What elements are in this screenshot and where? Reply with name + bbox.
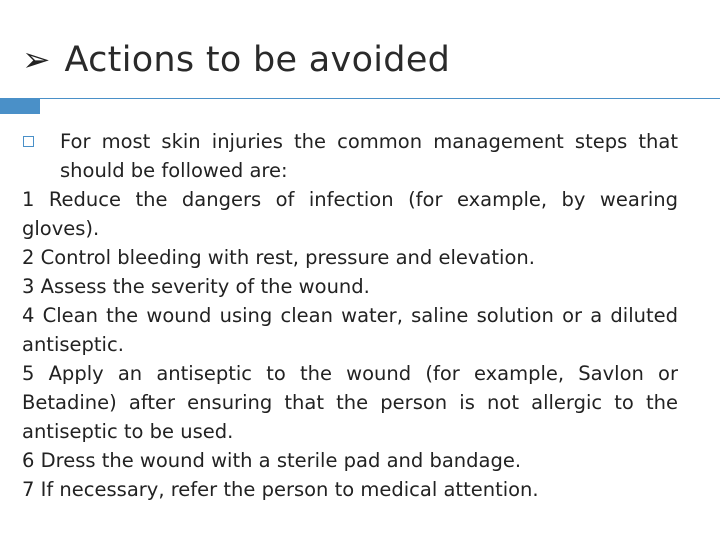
intro-bullet — [22, 127, 678, 185]
step-item: 5 Apply an antiseptic to the wound (for example, Savlon or Betadine) after ensuring that the person is not allergic to the antiseptic to be used. — [22, 362, 678, 443]
step-item: 3 Assess the severity of the wound. — [22, 275, 370, 298]
accent-bar-block — [0, 98, 40, 114]
slide-title: Actions to be avoided — [64, 40, 451, 80]
step-item: 4 Clean the wound using clean water, saline solution or a diluted antiseptic. — [22, 304, 678, 356]
step-item: 6 Dress the wound with a sterile pad and bandage. — [22, 449, 522, 472]
step-item: 2 Control bleeding with rest, pressure and elevation. — [22, 246, 535, 269]
arrow-bullet-icon: ➢ — [22, 40, 51, 80]
slide-body — [22, 127, 678, 504]
step-item: 7 If necessary, refer the person to medical attention. — [22, 478, 539, 501]
accent-bar-line — [40, 98, 720, 99]
square-bullet-icon — [23, 136, 34, 147]
slide-title-row — [22, 30, 450, 90]
step-item: 1 Reduce the dangers of infection (for example, by wearing gloves). — [22, 188, 678, 240]
intro-text: For most skin injuries the common management steps that should be followed are: — [60, 130, 678, 182]
